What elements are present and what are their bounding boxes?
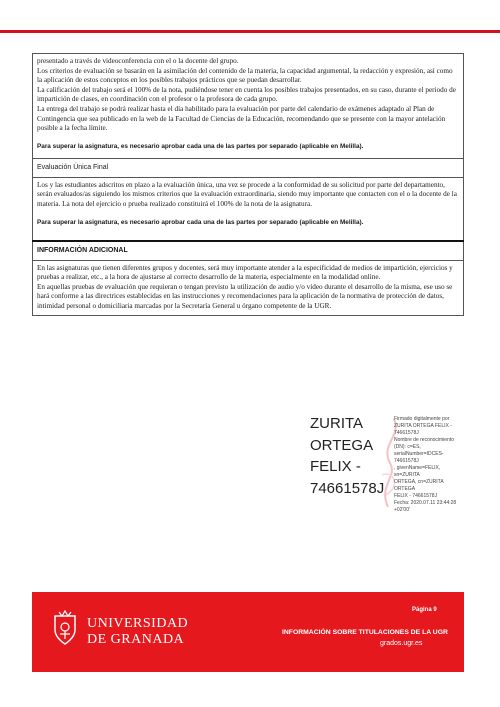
unica-cell <box>33 177 464 240</box>
signature-details <box>394 416 464 514</box>
continuation-paragraph: La entrega del trabajo se podrá realizar hasta el día habilitado para la evaluación por parte del calendario de exámenes adaptado al Plan de Contingencia que sea publicado en la web de la Facultad de Ciencias de la Educación, recomendando que se presente con la mayor antelación posible a la fecha límite. <box>37 104 446 133</box>
digital-signature <box>310 413 460 523</box>
signer-name <box>310 413 405 499</box>
signature-detail-line: ZURITA ORTEGA FELIX - <box>394 423 452 429</box>
unica-heading-cell <box>33 158 464 177</box>
melilla-note: Para superar la asignatura, es necesario aprobar cada una de las partes por separado (aplicable en Melilla). <box>37 218 364 226</box>
adicional-cell <box>33 260 464 315</box>
unica-paragraph: Los y las estudiantes adscritos en plazo a la evaluación única, una vez se procede a la conformidad de su solicitud por parte del departamento, serán evaluados/as siguiendo los mismos criterios que la evaluación extraordinaria, siendo muy importante que contacten con el o la docente de la materia. La nota del ejercicio o prueba realizado constituirá el 100% de la nota de la asignatura. <box>37 180 457 208</box>
signature-detail-line: Firmado digitalmente por <box>394 416 450 422</box>
continuation-paragraph: presentado a través de videoconferencia con el o la docente del grupo. <box>37 57 239 65</box>
adicional-paragraph: En aquellas pruebas de evaluación que requieran o tengan previsto la utilización de audio y/o vídeo durante el desarrollo de la misma, ese uso se hará conforme a las directrices establecidas en las instrucciones y recomendaciones para la aplicación de la normativa de protección de datos, intimidad personal o domiciliaria marcadas por la Secretaría General u órgano competente de la UGR. <box>37 282 453 310</box>
adicional-paragraph: En las asignaturas que tienen diferentes grupos y docentes, será muy importante atender a la especificidad de medios de impartición, ejercicios y pruebas a realizar, etc., a la hora de ajustarse al correcto desarrollo de la materia, especialmente en la modalidad online. <box>37 263 453 282</box>
top-accent-bar <box>0 30 463 33</box>
signer-name-line: ZURITA <box>310 415 364 432</box>
adicional-heading-cell <box>33 241 464 261</box>
melilla-note: Para superar la asignatura, es necesario aprobar cada una de las partes por separado (aplicable en Melilla). <box>37 142 364 150</box>
signature-detail-line: (DN): c=ES, <box>394 444 421 450</box>
signer-name-line: FELIX - <box>310 458 361 475</box>
page-number: Página 9 <box>412 607 437 613</box>
signature-detail-line: ORTEGA, cn=ZURITA ORTEGA <box>394 479 444 492</box>
signature-detail-line: 74661578J <box>394 430 419 436</box>
signer-name-line: 74661578J <box>310 479 385 497</box>
signature-detail-line: Nombre de reconocimiento <box>394 437 455 443</box>
university-name-line2: DE GRANADA <box>87 632 185 647</box>
top-accent-bar-end <box>463 30 500 33</box>
university-crest-icon <box>52 610 78 646</box>
section-heading: INFORMACIÓN ADICIONAL <box>37 246 128 254</box>
university-name-line1: UNIVERSIDAD <box>87 616 189 631</box>
continuation-cell <box>33 54 464 159</box>
signature-detail-line: FELIX - 74661578J <box>394 493 438 499</box>
signature-detail-line: +02'00' <box>394 507 410 513</box>
site-link[interactable]: grados.ugr.es <box>380 640 423 647</box>
info-title: INFORMACIÓN SOBRE TITULACIONES DE LA UGR <box>282 629 448 636</box>
signature-detail-line: Fecha: 2020.07.11 23:44:28 <box>394 500 457 506</box>
footer-banner <box>32 592 464 672</box>
section-heading: Evaluación Única Final <box>37 163 109 171</box>
signature-detail-line: , givenName=FELIX, sn=ZURITA <box>394 465 441 478</box>
signature-detail-line: serialNumber=IDCES-74661578J <box>394 451 444 464</box>
evaluation-table <box>32 53 464 316</box>
continuation-paragraph: Los criterios de evaluación se basarán en la asimilación del contenido de la materia, la capacidad argumental, la redacción y expresión, así como la aplicación de estos conceptos en los posibles trabajos prácticos que se puedan desarrollar. <box>37 66 453 85</box>
continuation-paragraph: La calificación del trabajo será el 100% de la nota, pudiéndose tener en cuenta los posibles trabajos presentados, en su caso, durante el periodo de impartición de clases, en coordinación con el profesor o la profesora de cada grupo. <box>37 85 456 104</box>
signer-name-line: ORTEGA <box>310 436 374 454</box>
